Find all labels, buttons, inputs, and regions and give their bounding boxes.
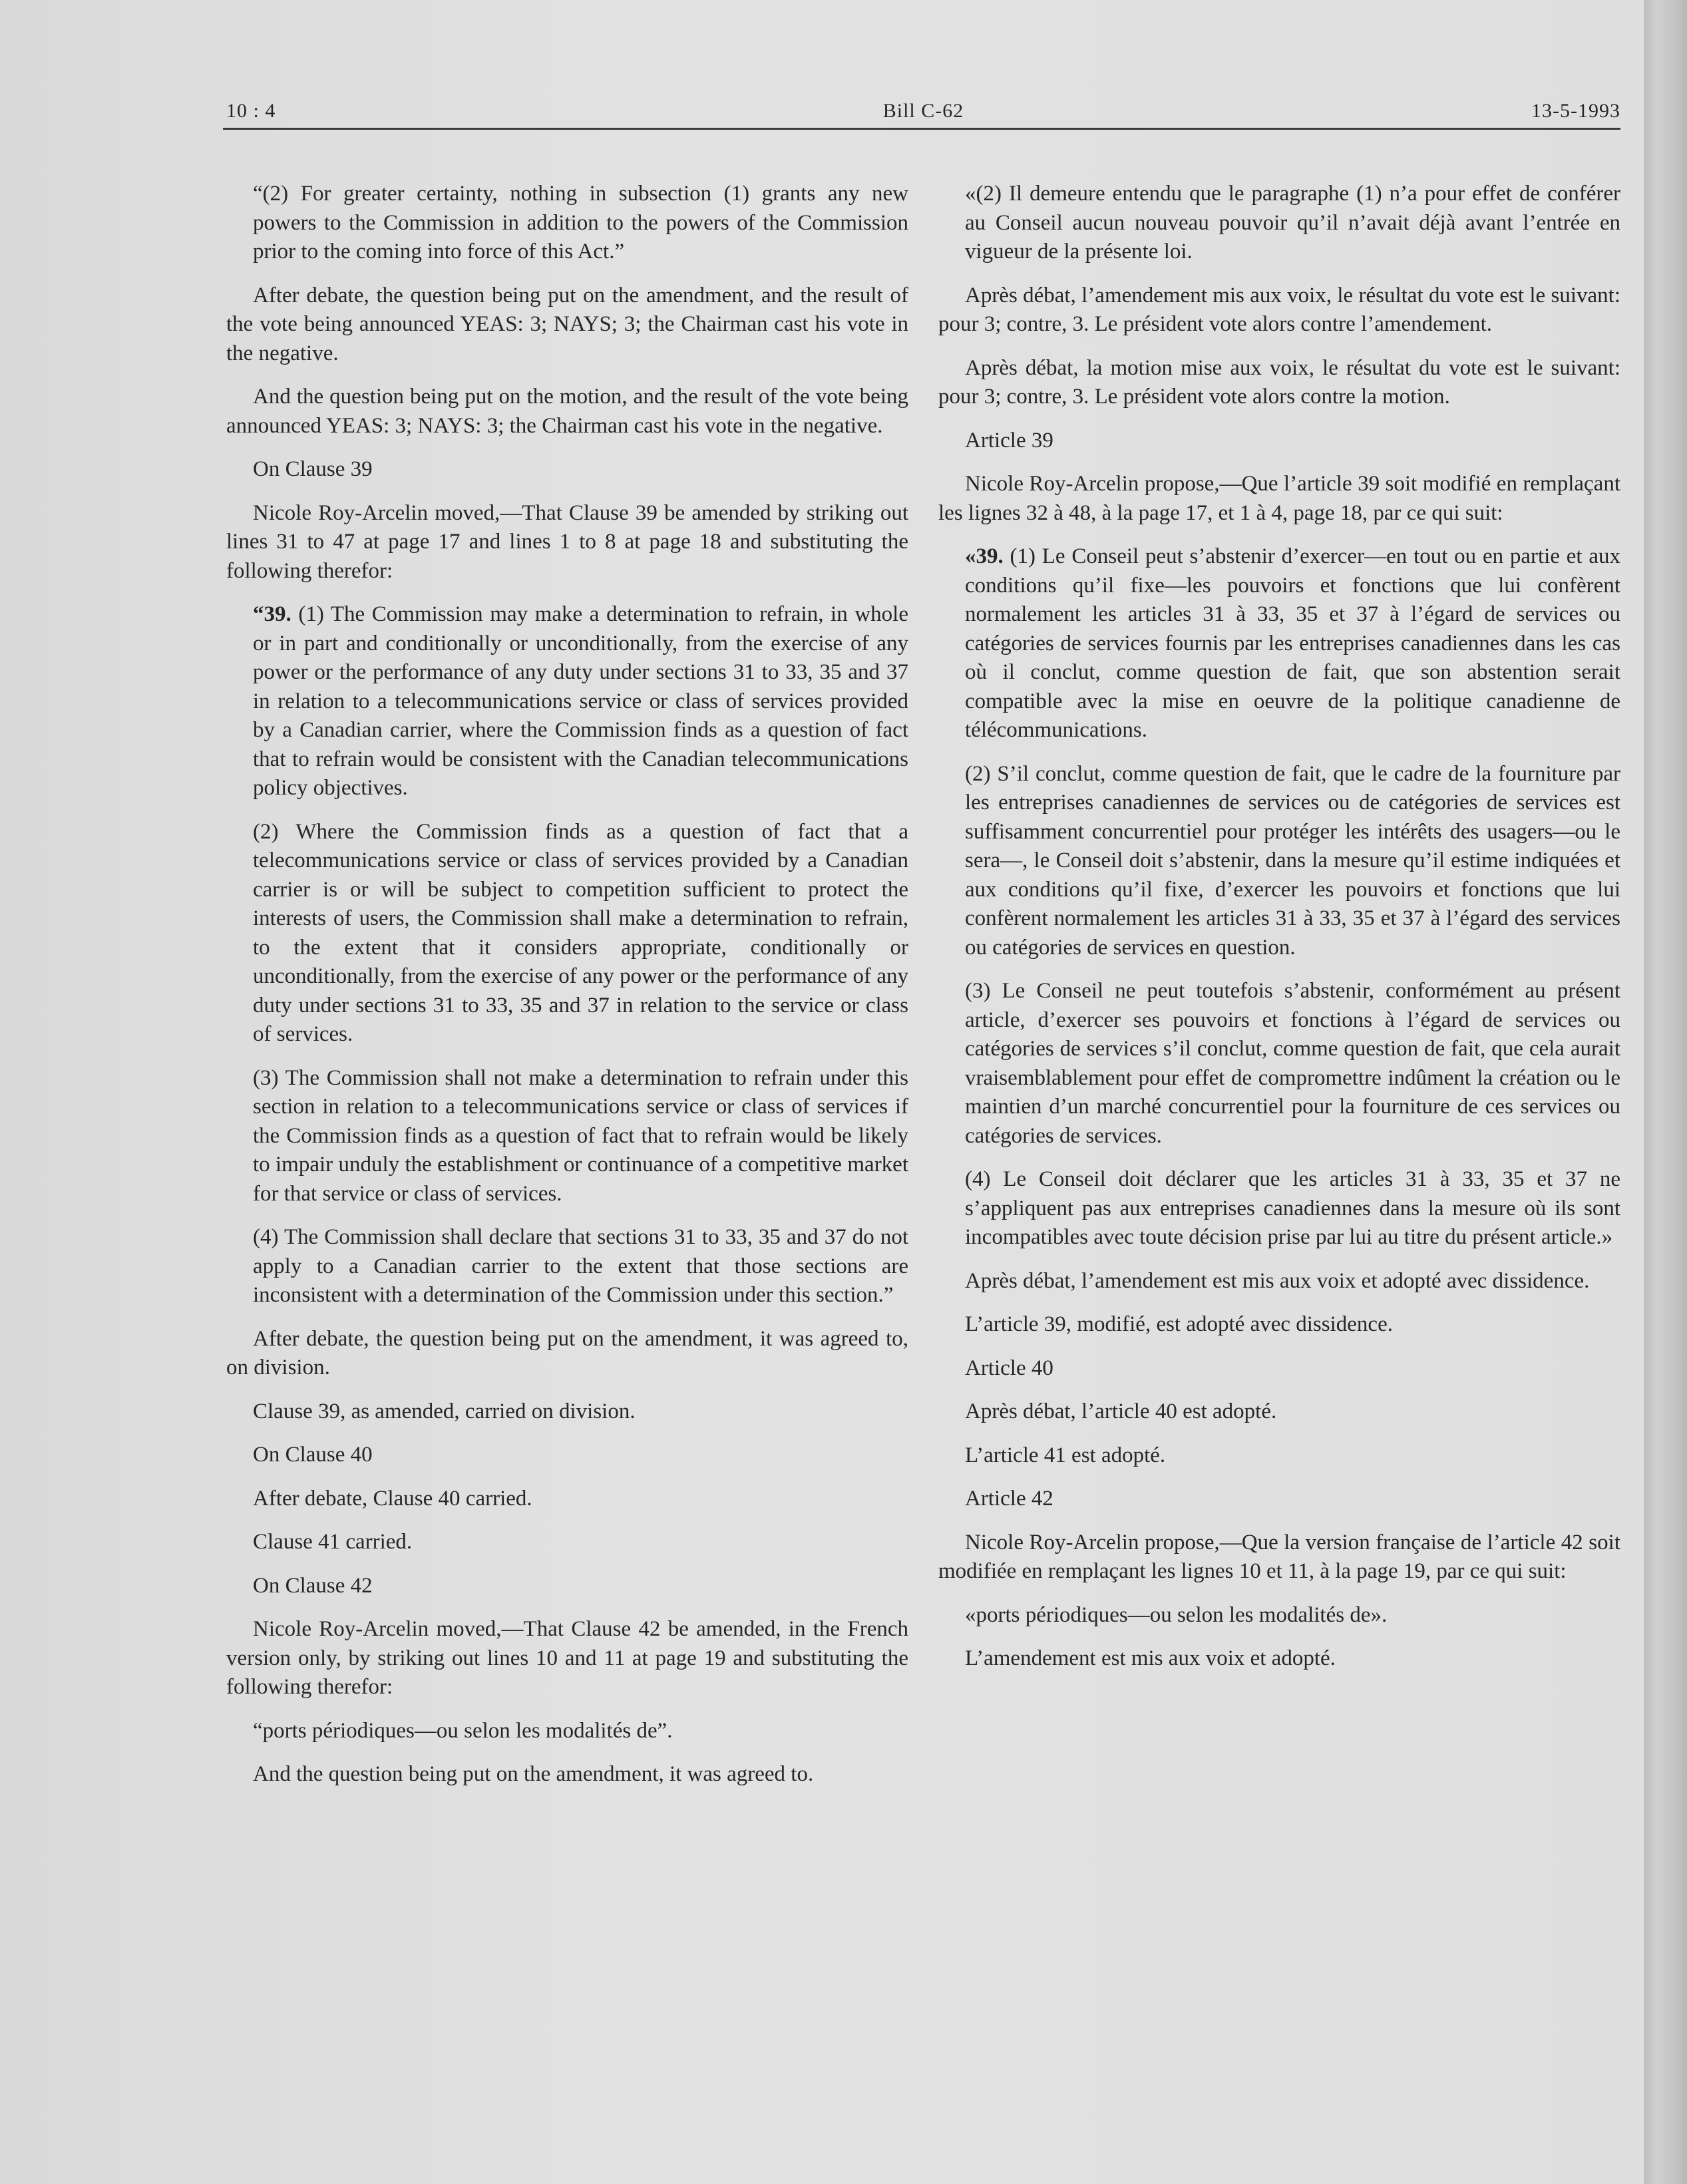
en-paragraph: After debate, the question being put on the amendment, and the result of the vote being announced YEAS: 3; NAYS; 3; the Chairman cast his vote in the negative. [226,283,908,365]
en-paragraph: “ports périodiques—ou selon les modalités de”. [253,1718,673,1743]
fr-paragraph: Nicole Roy-Arcelin propose,—Que la version française de l’article 42 soit modifiée en remplaçant les lignes 10 et 11, à la page 19, par ce qui suit: [938,1530,1620,1583]
en-paragraph: “(2) For greater certainty, nothing in subsection (1) grants any new powers to the Commission in addition to the powers of the Commission prior to the coming into force of this Act.” [253,182,908,264]
fr-paragraph: «(2) Il demeure entendu que le paragraphe (1) n’a pour effet de conférer au Conseil aucun nouveau pouvoir qu’il n’avait déjà avant l’entrée en vigueur de la présente loi. [965,182,1620,264]
page-header [226,100,1620,126]
french-column [938,180,1620,1688]
page-edge [1644,0,1687,2184]
fr-section-number: «39. [965,544,1004,568]
fr-paragraph: (3) Le Conseil ne peut toutefois s’abstenir, conformément au présent article, d’exercer ses pouvoirs et fonctions à l’égard de services ou catégories de services s’il conclut, comme question de fait, que cela aurait vraisemblablement pour effet de compromettre indûment la création ou le maintien d’un marché concurrentiel pour la fourniture de ces services ou catégories de services. [965,979,1620,1148]
en-paragraph: And the question being put on the amendment, it was agreed to. [253,1762,814,1786]
running-title: Bill C-62 [882,100,964,122]
english-column [226,180,908,1804]
fr-paragraph: L’article 39, modifié, est adopté avec dissidence. [965,1312,1393,1336]
en-paragraph: (4) The Commission shall declare that sections 31 to 33, 35 and 37 do not apply to a Canadian carrier to the extent that those sections are inconsistent with a determination of the Commission under this section.” [253,1225,908,1307]
header-date: 13-5-1993 [1531,100,1620,122]
fr-paragraph: Après débat, l’amendement est mis aux voix et adopté avec dissidence. [965,1268,1590,1293]
fr-paragraph-text: (1) Le Conseil peut s’abstenir d’exercer—en tout ou en partie et aux conditions qu’il fixe—les pouvoirs et fonctions que lui confèrent normalement les articles 31 à 33, 35 et 37 à l’égard de services ou catégories de services fournis par les entreprises canadiennes dans les cas où il conclut, comme question de fait, que son abstention serait compatible avec la mise en oeuvre de la politique canadienne de télécommunications. [965,544,1620,742]
header-rule [223,128,1620,130]
fr-paragraph: Après débat, la motion mise aux voix, le résultat du vote est le suivant: pour 3; contre, 3. Le président vote alors contre la motion. [938,355,1620,409]
en-paragraph: After debate, the question being put on the amendment, it was agreed to, on division. [226,1326,908,1379]
en-heading-clause-42: On Clause 42 [253,1573,373,1598]
en-paragraph: Nicole Roy-Arcelin moved,—That Clause 42 be amended, in the French version only, by striking out lines 10 and 11 at page 19 and substituting the following therefor: [226,1617,908,1699]
en-paragraph: (2) Where the Commission finds as a question of fact that a telecommunications service or class of services provided by a Canadian carrier is or will be subject to competition sufficient to protect the interests of users, the Commission shall make a determination to refrain, to the extent that it considers appropriate, conditionally or unconditionally, from the exercise of any power or the performance of any duty under sections 31 to 33, 35 and 37 in relation to the service or class of services. [253,819,908,1046]
en-heading-clause-39: On Clause 39 [253,457,373,481]
en-paragraph: And the question being put on the motion, and the result of the vote being announced YEAS: 3; NAYS: 3; the Chairman cast his vote in the negative. [226,385,908,438]
fr-paragraph: L’amendement est mis aux voix et adopté. [965,1646,1336,1670]
fr-paragraph: Après débat, l’article 40 est adopté. [965,1399,1277,1423]
en-section-number: “39. [253,602,291,626]
fr-paragraph: Nicole Roy-Arcelin propose,—Que l’article 39 soit modifié en remplaçant les lignes 32 à 48, à la page 17, et 1 à 4, page 18, par ce qui suit: [938,472,1620,525]
en-paragraph: After debate, Clause 40 carried. [253,1486,532,1511]
en-paragraph: Clause 39, as amended, carried on division. [253,1399,636,1423]
en-paragraph-text: (1) The Commission may make a determination to refrain, in whole or in part and conditionally or unconditionally, from the exercise of any power or the performance of any duty under sections 31 to 33, 35 and 37 in relation to a telecommunications service or class of services provided by a Canadian carrier, where the Commission finds as a question of fact that to refrain would be consistent with the Canadian telecommunications policy objectives. [253,602,908,800]
page-number: 10 : 4 [226,100,276,122]
en-paragraph: Clause 41 carried. [253,1530,413,1554]
fr-heading-article-39: Article 39 [965,428,1053,453]
en-paragraph: (3) The Commission shall not make a determination to refrain under this section in relation to a telecommunications service or class of services if the Commission finds as a question of fact that to refrain would be likely to impair unduly the establishment or continuance of a competitive market for that service or class of services. [253,1065,908,1206]
en-heading-clause-40: On Clause 40 [253,1443,373,1467]
fr-heading-article-42: Article 42 [965,1487,1053,1511]
fr-heading-article-40: Article 40 [965,1356,1053,1380]
fr-paragraph: (2) S’il conclut, comme question de fait, que le cadre de la fourniture par les entreprises canadiennes de services ou de catégories de services est suffisamment concurrentiel pour protéger les intérêts des usagers—ou le sera—, le Conseil doit s’abstenir, dans la mesure qu’il estime indiquées et aux conditions qu’il fixe, d’exercer les pouvoirs et fonctions que lui confèrent normalement les articles 31 à 33, 35 et 37 à l’égard des services ou catégories de services en question. [965,761,1620,960]
fr-paragraph [938,542,1620,745]
en-paragraph: Nicole Roy-Arcelin moved,—That Clause 39 be amended by striking out lines 31 to 47 at page 17 and lines 1 to 8 at page 18 and substituting the following therefor: [226,500,908,583]
en-paragraph [226,600,908,803]
fr-paragraph: Après débat, l’amendement mis aux voix, le résultat du vote est le suivant: pour 3; contre, 3. Le président vote alors contre l’amendement. [938,283,1620,336]
fr-paragraph: L’article 41 est adopté. [965,1443,1166,1467]
fr-paragraph: «ports périodiques—ou selon les modalités de». [965,1602,1388,1627]
fr-paragraph: (4) Le Conseil doit déclarer que les articles 31 à 33, 35 et 37 ne s’appliquent pas aux entreprises canadiennes dans la mesure où ils sont incompatibles avec toute décision prise par lui au titre du présent article.» [965,1167,1620,1249]
